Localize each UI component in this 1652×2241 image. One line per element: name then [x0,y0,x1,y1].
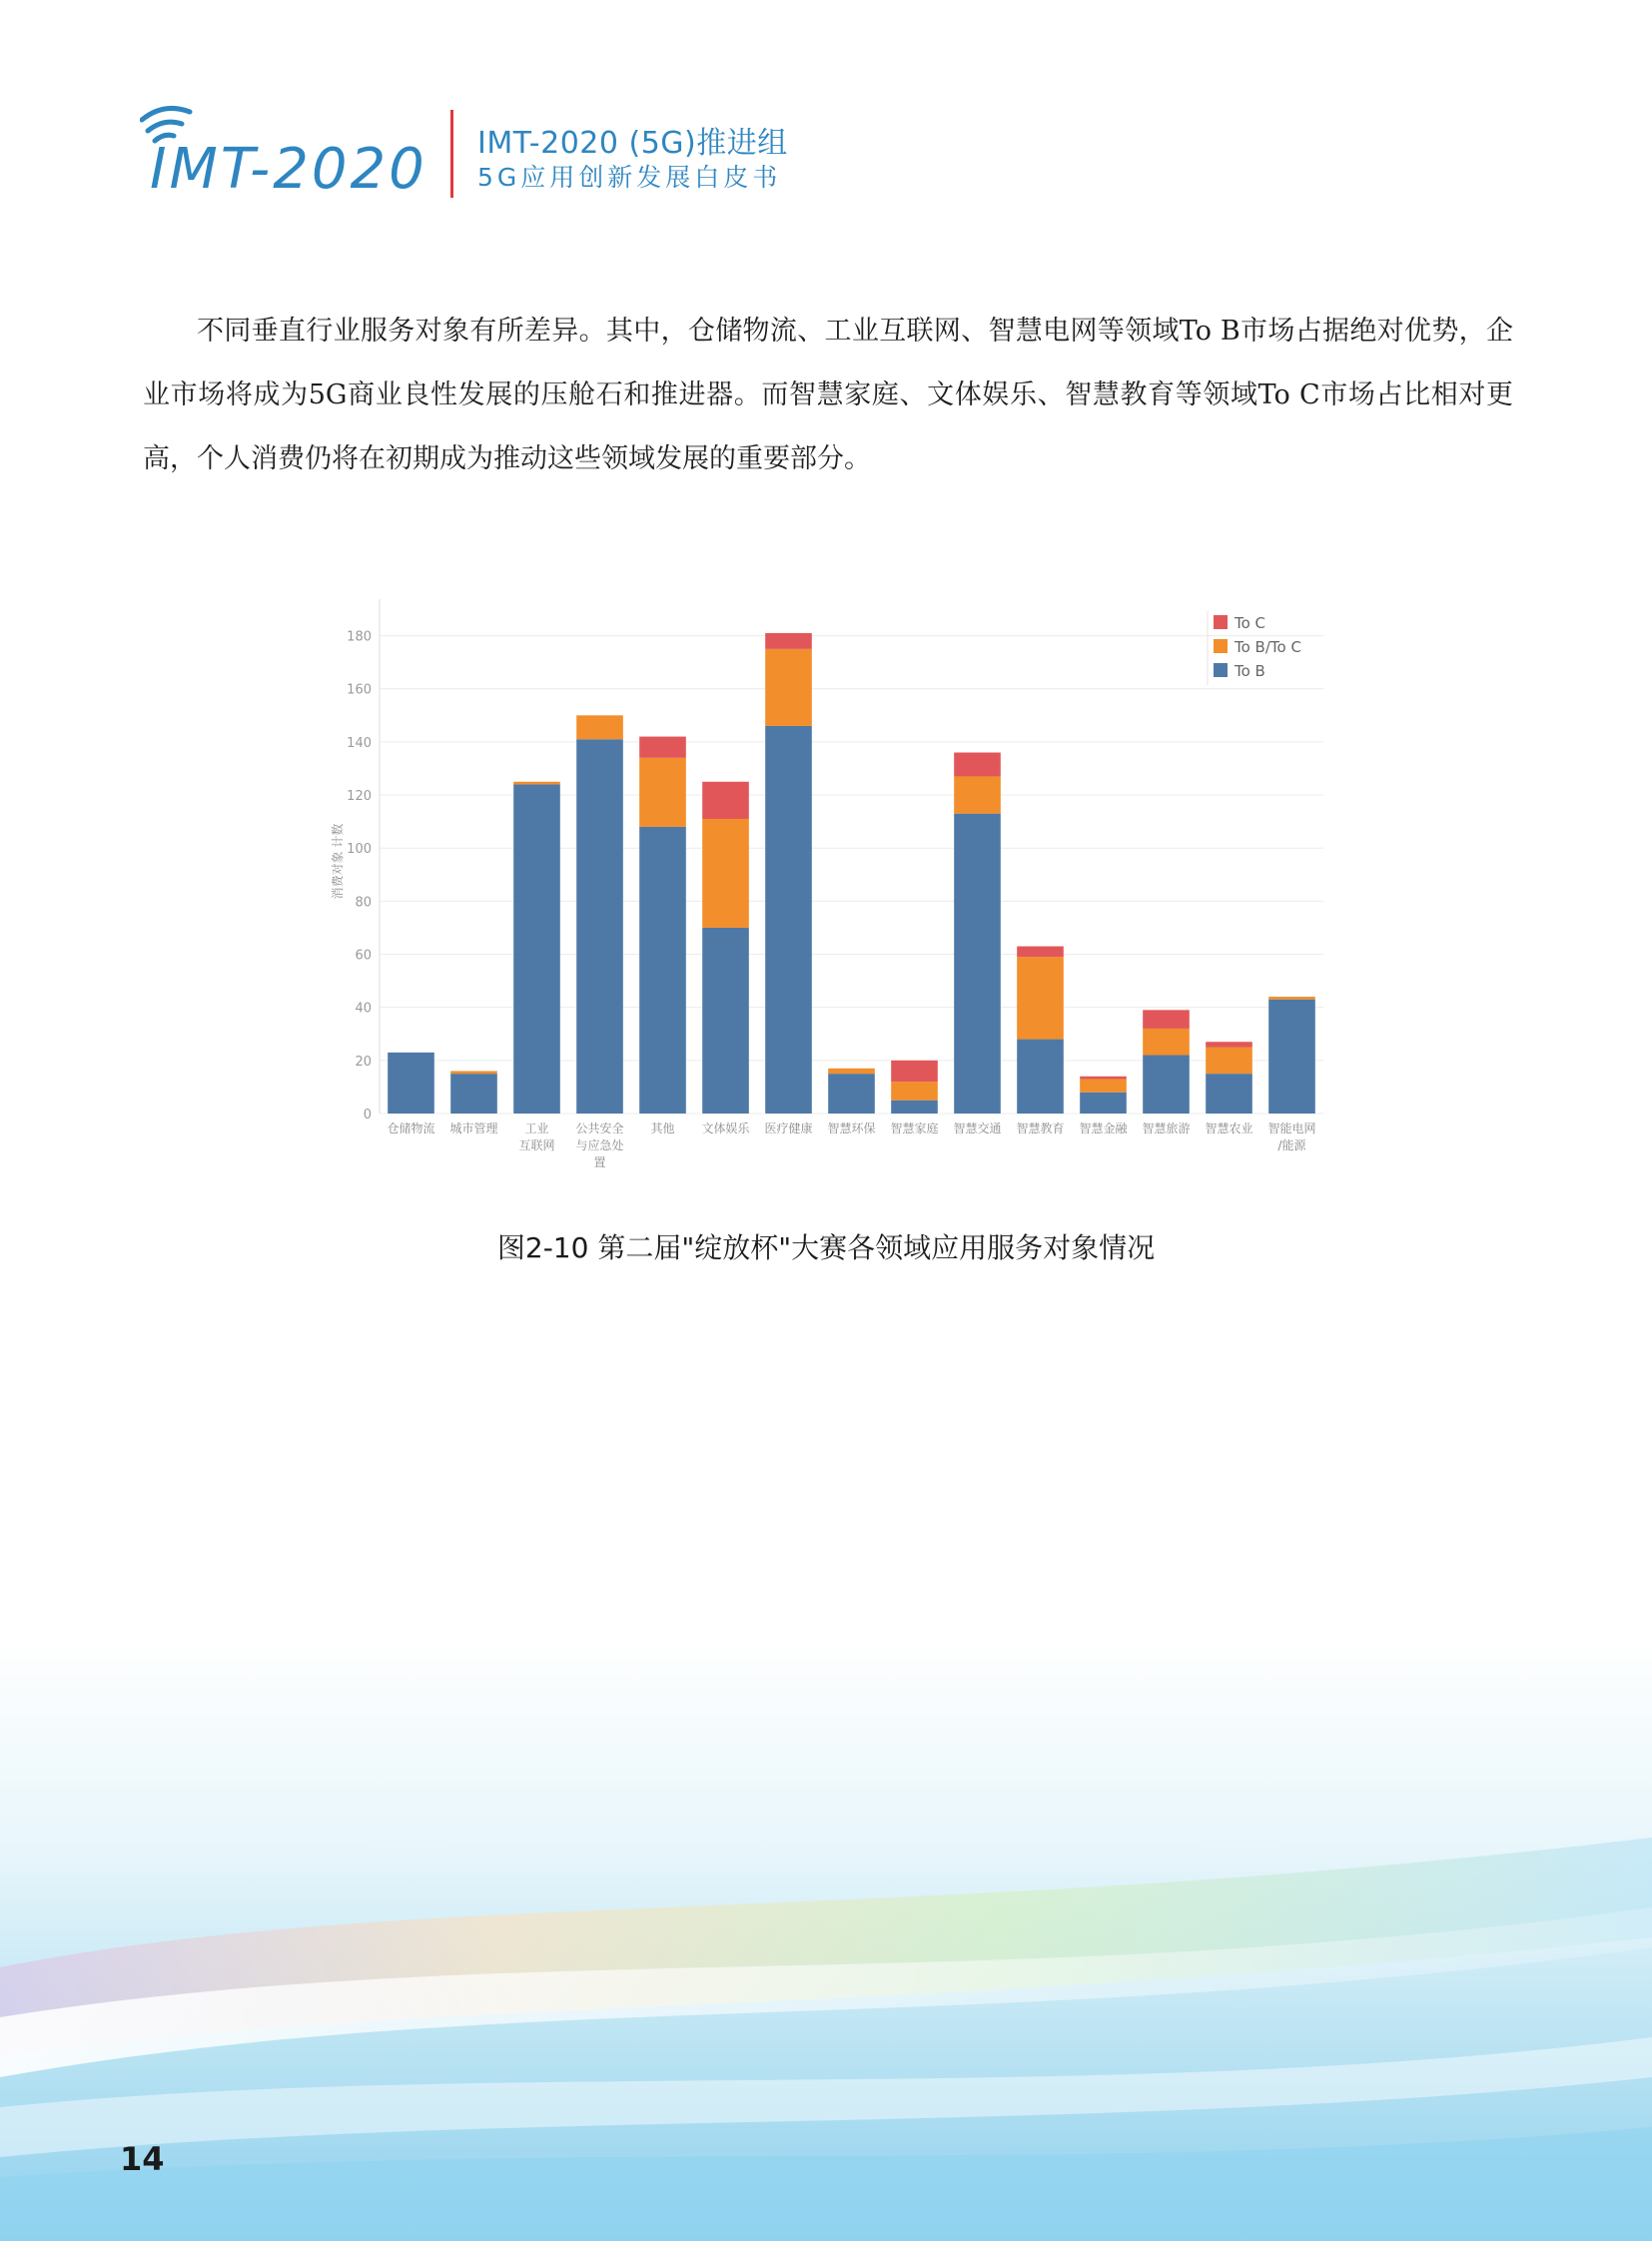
y-tick-label: 0 [363,1108,372,1122]
y-tick-label: 80 [355,895,372,911]
bar-segment [639,758,686,827]
y-tick-label: 100 [347,842,372,858]
y-tick-label: 120 [347,789,372,805]
legend-swatch [1214,639,1228,653]
bar-segment [765,726,812,1114]
x-category-label: 城市管理 [449,1121,498,1135]
bar-segment [1017,947,1064,958]
intro-paragraph: 不同垂直行业服务对象有所差异。其中，仓储物流、工业互联网、智慧电网等领域To B市场占据绝对优势，企业市场将成为5G商业良性发展的压舱石和推进器。而智慧家庭、文体娱乐、智慧教育等领域To C市场占比相对更高，个人消费仍将在初期成为推动这些领域发展的重要部分。 [143,316,1513,474]
y-tick-label: 40 [355,1001,372,1017]
legend-label: To B [1235,662,1265,680]
legend-label: To C [1235,614,1266,632]
x-category-label: 智慧教育 [1016,1121,1065,1135]
page-header [140,100,939,210]
logo-wordmark: IMT-2020 [150,137,427,202]
bar-segment [1143,1029,1190,1056]
bar-segment [891,1101,938,1114]
header-subtitle: 5G应用创新发展白皮书 [477,163,782,192]
x-category-label: 智慧金融 [1079,1121,1128,1135]
imt-2020-logo [140,100,439,210]
x-category-label: 其他 [650,1121,675,1135]
bar-segment [954,814,1001,1114]
legend-swatch [1214,663,1228,677]
header-title: IMT-2020 (5G)推进组 [477,126,788,161]
chart-canvas [320,589,1338,1178]
bar-segment [1080,1079,1127,1092]
y-tick-label: 160 [347,682,372,698]
bar-segment [388,1053,434,1114]
x-category-label: 智能电网/能源 [1267,1121,1316,1152]
bar-segment [1206,1048,1252,1075]
bar-segment [765,649,812,726]
bar-segment [891,1061,938,1082]
page-number: 14 [120,2140,165,2178]
bar-segment [576,739,623,1114]
bar-segment [828,1069,875,1074]
x-category-label: 医疗健康 [764,1121,813,1135]
bar-segment [576,715,623,739]
x-category-label: 智慧家庭 [890,1121,939,1135]
x-category-label: 智慧农业 [1205,1121,1253,1135]
x-category-label: 智慧环保 [827,1121,876,1135]
bar-segment [702,819,749,928]
bar-segment [1080,1093,1127,1114]
y-tick-label: 140 [347,735,372,751]
y-axis-title: 消费对象 计数 [331,823,345,900]
x-category-label: 公共安全与应急处置 [575,1121,624,1169]
figure-caption: 图2-10 第二届"绽放杯"大赛各领域应用服务对象情况 [496,1231,1156,1264]
stacked-bar-chart [320,589,1338,1178]
bar-segment [450,1071,497,1074]
bar-segment [1206,1042,1252,1047]
bar-segment [765,633,812,649]
bar-segment [513,784,560,1114]
footer-wave-background [0,1638,1652,2241]
bar-segment [1143,1056,1190,1114]
bar-segment [450,1074,497,1114]
bar-segment [1206,1074,1252,1114]
bar-segment [1080,1077,1127,1080]
bar-segment [1017,957,1064,1039]
bar-segment [639,827,686,1114]
bar-segment [891,1082,938,1101]
y-tick-label: 60 [355,948,372,964]
x-category-label: 智慧旅游 [1142,1121,1191,1135]
bar-segment [639,737,686,758]
bar-segment [702,928,749,1114]
legend-swatch [1214,615,1228,629]
bar-segment [702,782,749,819]
x-category-label: 工业互联网 [518,1121,555,1152]
header-divider [450,110,453,198]
bar-segment [513,782,560,785]
y-tick-label: 20 [355,1054,372,1070]
bar-segment [954,776,1001,813]
bar-segment [1017,1040,1064,1114]
y-tick-label: 180 [347,629,372,645]
bar-segment [1143,1010,1190,1029]
bar-segment [1268,997,1315,1000]
legend-label: To B/To C [1235,638,1301,656]
x-category-label: 智慧交通 [953,1121,1002,1135]
bar-segment [828,1074,875,1114]
x-category-label: 仓储物流 [387,1121,435,1135]
x-category-label: 文体娱乐 [701,1121,750,1135]
bar-segment [1268,1000,1315,1114]
bar-segment [954,753,1001,777]
